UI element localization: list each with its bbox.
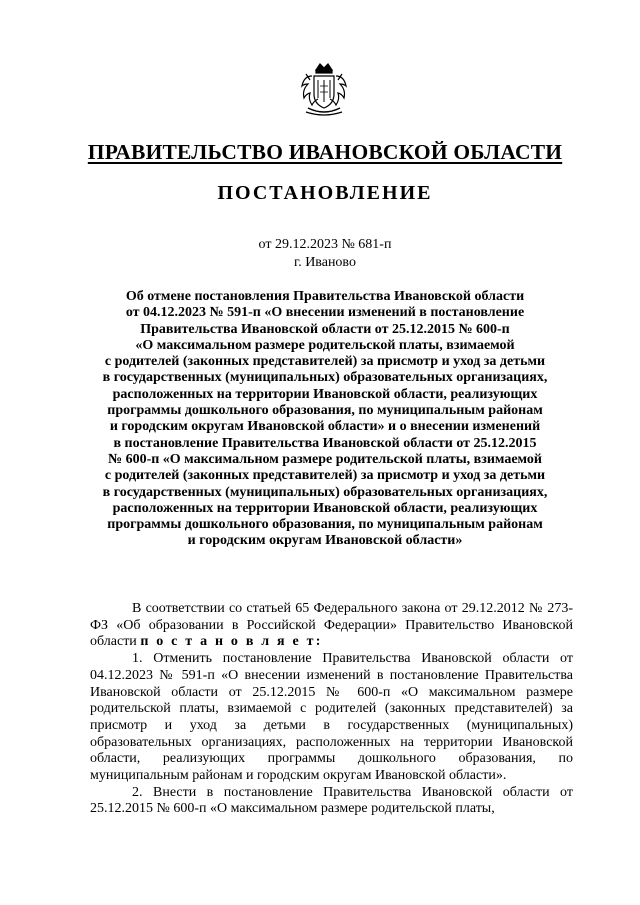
preamble-text: В соответствии со статьей 65 Федерального закона от 29.12.2012 № 273-ФЗ «Об образовании в Российской Федерации» Правительство Ивановской области — [90, 601, 573, 650]
title-line: № 600-п «О максимальном размере родительской платы, взимаемой — [108, 451, 542, 467]
title-line: и городским округам Ивановской области» и о внесении изменений — [109, 419, 541, 435]
document-type: ПОСТАНОВЛЕНИЕ — [217, 182, 433, 204]
document-body — [90, 601, 573, 818]
title-line: с родителей (законных представителей) за присмотр и уход за детьми — [104, 354, 546, 370]
date-number: от 29.12.2023 № 681-п — [258, 237, 392, 252]
title-line: «О максимальном размере родительской платы, взимаемой — [135, 337, 515, 353]
title-line: в государственных (муниципальных) образовательных организациях, — [102, 484, 548, 500]
title-line: Об отмене постановления Правительства Ивановской области — [125, 289, 525, 304]
resolves-word: п о с т а н о в л я е т: — [140, 634, 323, 650]
title-line: и городским округам Ивановской области» — [187, 533, 463, 549]
item-1: 1. Отменить постановление Правительства Ивановской области от 04.12.2023 № 591-п «О внесении изменений в постановление Правительства Ивановской области от 25.12.2015 № 600-п «О максимальном размере родительской платы, взимаемой с родителей (законных представителей) за присмотр и уход за детьми в государственных (муниципальных) образовательных организациях, расположенных на территории Ивановской области, реализующих программы дошкольного образования, по муниципальным районам и городским округам Ивановской области». — [90, 651, 573, 784]
document-title — [62, 289, 588, 550]
city: г. Иваново — [294, 255, 356, 270]
coat-of-arms-icon — [296, 60, 352, 118]
title-line: Правительства Ивановской области от 25.12.2015 № 600-п — [140, 321, 510, 337]
title-line: в государственных (муниципальных) образовательных организациях, — [102, 370, 548, 386]
title-line: с родителей (законных представителей) за присмотр и уход за детьми — [104, 468, 546, 484]
item-2: 2. Внести в постановление Правительства Ивановской области от 25.12.2015 № 600-п «О максимальном размере родительской платы, — [90, 784, 573, 817]
title-line: расположенных на территории Ивановской области, реализующих — [112, 500, 538, 516]
title-line: от 04.12.2023 № 591-п «О внесении изменений в постановление — [125, 305, 525, 321]
preamble-paragraph — [90, 601, 573, 651]
title-line: расположенных на территории Ивановской области, реализующих — [112, 386, 538, 402]
title-line: программы дошкольного образования, по муниципальным районам — [107, 403, 543, 419]
date-block — [60, 236, 590, 272]
title-line: в постановление Правительства Ивановской области от 25.12.2015 — [113, 435, 537, 451]
organization-name: ПРАВИТЕЛЬСТВО ИВАНОВСКОЙ ОБЛАСТИ — [87, 140, 563, 164]
title-line: программы дошкольного образования, по муниципальным районам — [107, 517, 543, 533]
